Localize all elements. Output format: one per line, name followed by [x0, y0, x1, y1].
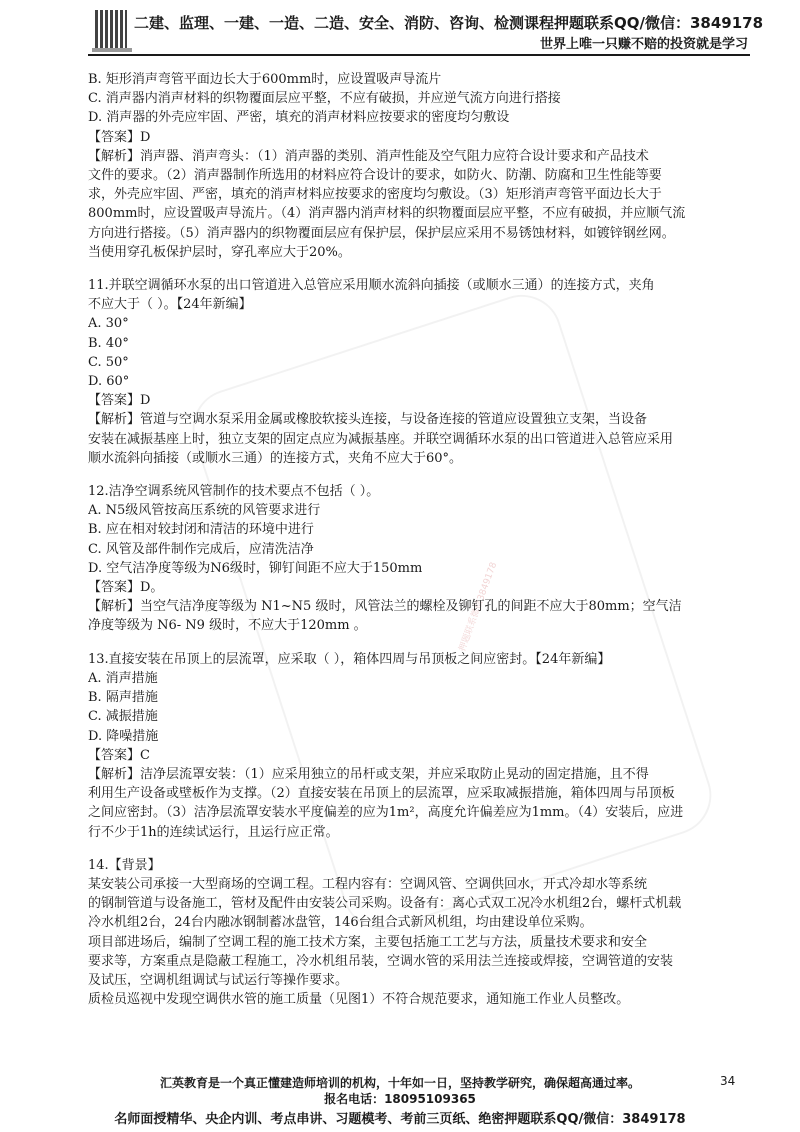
text-line: 求，外壳应牢固、严密，填充的消声材料应按要求的密度均匀敷设。（3）矩形消声弯管平面边长大于 [88, 187, 662, 203]
text-line: 之间应密封。（3）洁净层流罩安装水平度偏差的应为1m²，高度允许偏差应为1mm。（4）安装后，应进 [88, 805, 684, 821]
text-line: 【答案】D [88, 129, 151, 145]
page-number: 34 [720, 1074, 736, 1088]
page-header [0, 0, 800, 56]
text-line: B. 矩形消声弯管平面边长大于600mm时，应设置吸声导流片 [88, 72, 442, 87]
qr-code-image [95, 10, 127, 48]
text-line: 【解析】洁净层流罩安装：（1）应采用独立的吊杆或支架，并应采取防止晃动的固定措施，且不得 [88, 766, 649, 782]
text-line: 行不少于1h的连续试运行，且运行应正常。 [88, 824, 339, 840]
text-line: 及试压，空调机组调试与试运行等操作要求。 [88, 972, 349, 988]
header-divider [88, 54, 750, 56]
text-line: 【解析】当空气洁净度等级为 N1~N5 级时，风管法兰的螺栓及铆钉孔的间距不应大于80mm；空气洁 [88, 599, 682, 615]
footer-contact: 名师面授精华、央企内训、考点串讲、习题模考、考前三页纸、绝密押题联系QQ/微信：3849178 [114, 1112, 686, 1127]
text-line: B. 应在相对较封闭和清洁的环境中进行 [88, 522, 314, 538]
footer-slogan: 汇英教育是一个真正懂建造师培训的机构，十年如一日，坚持教学研究，确保超高通过率。 [159, 1076, 640, 1090]
text-line: 【答案】C [88, 747, 150, 763]
text-line: B. 隔声措施 [88, 690, 158, 706]
text-line: 安装在减振基座上时，独立支架的固定点应为减振基座。并联空调循环水泵的出口管道进入总管应采用 [88, 431, 674, 447]
paragraph-gap [88, 262, 746, 276]
watermark-text: 押题联系微信3849178 [457, 561, 500, 653]
text-line: 项目部进场后，编制了空调工程的施工技术方案，主要包括施工工艺与方法，质量技术要求和安全 [88, 934, 648, 950]
text-line: 800mm时，应设置吸声导流片。（4）消声器内消声材料的织物覆面层应平整，不应有破损，并应顺气流 [88, 206, 686, 222]
text-line: B. 40° [88, 335, 129, 351]
text-line: 当使用穿孔板保护层时，穿孔率应大于20%。 [88, 244, 351, 260]
text-line: D. 空气洁净度等级为N6级时，铆钉间距不应大于150mm [88, 560, 423, 576]
header-subtitle: 世界上唯一只赚不赔的投资就是学习 [539, 37, 748, 52]
document-body [88, 70, 746, 1009]
page-footer [0, 1068, 800, 1132]
text-line: 14.【背景】 [88, 857, 161, 873]
text-line: C. 50° [88, 354, 129, 370]
text-line: 不应大于（ ）。【24年新编】 [88, 297, 252, 313]
text-line: C. 风管及部件制作完成后，应清洗洁净 [88, 541, 314, 557]
text-line: 要求等，方案重点是隐蔽工程施工，冷水机组吊装，空调水管的采用法兰连接或焊接，空调管道的安装 [88, 953, 674, 969]
text-line: 质检员巡视中发现空调供水管的施工质量（见图1）不符合规范要求，通知施工作业人员整改。 [88, 992, 630, 1008]
text-line: 12.洁净空调系统风管制作的技术要点不包括（ ）。 [88, 484, 380, 500]
text-line: 顺水流斜向插接（或顺水三通）的连接方式，夹角不应大于60°。 [88, 450, 463, 466]
header-title: 二建、监理、一建、一造、二造、安全、消防、咨询、检测课程押题联系QQ/微信：3849178 [134, 14, 764, 32]
text-line: C. 消声器内消声材料的织物覆面层应平整，不应有破损，并应逆气流方向进行搭接 [88, 91, 561, 107]
paragraph-gap [88, 842, 746, 856]
text-line: 某安装公司承接一大型商场的空调工程。工程内容有：空调风管、空调供回水，开式冷却水等系统 [88, 876, 648, 892]
text-line: 利用生产设备或壁板作为支撑。（2）直接安装在吊顶上的层流罩，应采取减振措施，箱体四周与吊顶板 [88, 786, 675, 802]
text-line: 文件的要求。（2）消声器制作所选用的材料应符合设计的要求，如防火、防潮、防腐和卫生性能等要 [88, 168, 662, 184]
text-line: C. 减振措施 [88, 709, 158, 725]
text-line: D. 消声器的外壳应牢固、严密，填充的消声材料应按要求的密度均匀敷设 [88, 110, 510, 126]
text-line: 冷水机组2台，24台内融冰钢制蓄冰盘管，146台组合式新风机组，均由建设单位采购。 [88, 915, 593, 931]
text-line: D. 60° [88, 374, 130, 390]
text-line: 【答案】D [88, 393, 151, 409]
text-line: 的钢制管道与设备施工，管材及配件由安装公司采购。设备有：离心式双工况冷水机组2台，螺杆式机载 [88, 896, 682, 912]
footer-phone: 报名电话：18095109365 [324, 1092, 476, 1106]
text-line: 净度等级为 N6- N9 级时，不应大于120mm 。 [88, 618, 367, 634]
qr-caption [92, 48, 132, 52]
paragraph-gap [88, 636, 746, 650]
text-line: A. 30° [88, 316, 129, 332]
text-line: 方向进行搭接。（5）消声器内的织物覆面层应有保护层，保护层应采用不易锈蚀材料，如镀锌钢丝网。 [88, 225, 675, 241]
text-line: A. 消声措施 [88, 670, 158, 686]
text-line: 13.直接安装在吊顶上的层流罩，应采取（ ），箱体四周与吊顶板之间应密封。【24年新编】 [88, 651, 611, 667]
text-line: D. 降噪措施 [88, 728, 159, 744]
text-line: 【解析】管道与空调水泵采用金属或橡胶软接头连接，与设备连接的管道应设置独立支架，当设备 [88, 412, 648, 428]
text-line: 【解析】消声器、消声弯头：（1）消声器的类别、消声性能及空气阻力应符合设计要求和产品技术 [88, 148, 649, 164]
text-line: 11.并联空调循环水泵的出口管道进入总管应采用顺水流斜向插接（或顺水三通）的连接方式，夹角 [88, 278, 655, 294]
paragraph-gap [88, 468, 746, 482]
text-line: 【答案】D。 [88, 580, 164, 596]
text-line: A. N5级风管按高压系统的风管要求进行 [88, 503, 321, 519]
